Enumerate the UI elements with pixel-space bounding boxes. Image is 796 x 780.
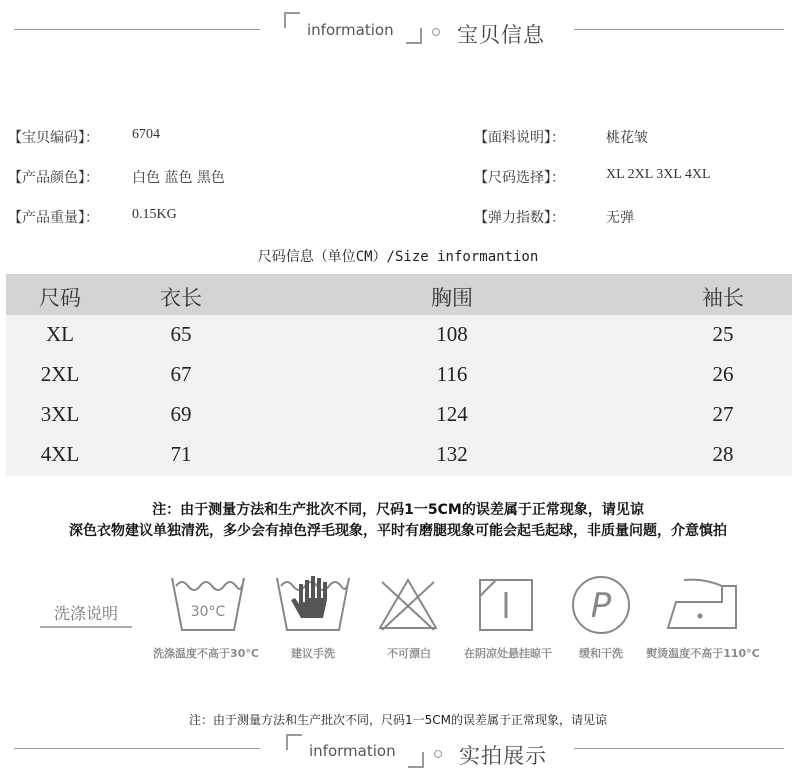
no-bleach-icon — [376, 576, 440, 632]
header-english: information — [307, 21, 394, 39]
care-label-hand-wash: 建议手洗 — [291, 647, 335, 660]
note-line-2: 深色衣物建议单独清洗，多少会有掉色浮毛现象，平时有磨腿现象可能会起毛起球，非质量问题，介意慎拍 — [69, 523, 727, 539]
divider-left — [14, 29, 260, 30]
table-cell: 4XL — [40, 442, 80, 466]
divider-right — [574, 748, 784, 749]
table-cell: 26 — [712, 362, 734, 386]
table-cell: 27 — [712, 402, 734, 426]
info-label-code: 【宝贝编码】： — [8, 130, 99, 146]
care-label-iron: 熨烫温度不高于110°C — [646, 647, 760, 660]
header-title: 实拍展示 — [459, 744, 547, 768]
shade-dry-icon — [476, 576, 536, 632]
dot-icon — [432, 28, 440, 36]
info-value-code: 6704 — [132, 127, 160, 142]
table-cell: 124 — [436, 402, 468, 426]
column-header-chest: 胸围 — [431, 286, 473, 310]
footnote: 注：由于测量方法和生产批次不同，尺码1一5CM的误差属于正常现象，请见谅 — [188, 713, 607, 727]
care-title: 洗涤说明 — [54, 604, 119, 623]
corner-bracket-icon — [408, 752, 424, 768]
dot-icon — [434, 750, 442, 758]
care-label-wash: 洗涤温度不高于30°C — [153, 647, 259, 660]
info-value-fabric: 桃花皱 — [606, 130, 648, 146]
dry-clean-letter: P — [590, 586, 612, 626]
table-cell: 132 — [436, 442, 468, 466]
size-table — [6, 274, 792, 476]
table-cell: 108 — [436, 322, 468, 346]
info-label-fabric: 【面料说明】： — [474, 130, 565, 146]
care-label-shade-dry: 在阴凉处悬挂晾干 — [464, 647, 552, 660]
table-cell: 67 — [170, 362, 192, 386]
corner-bracket-icon — [286, 734, 302, 750]
hand-wash-icon — [273, 572, 353, 636]
info-label-elastic: 【弹力指数】： — [474, 210, 565, 226]
care-label-dry-clean: 缓和干洗 — [579, 647, 623, 660]
corner-bracket-icon — [406, 28, 422, 44]
info-value-size: XL 2XL 3XL 4XL — [606, 167, 711, 182]
size-table-caption: 尺码信息（单位CM）/Size informantion — [257, 249, 539, 265]
header-title: 宝贝信息 — [457, 23, 545, 47]
table-cell: 28 — [712, 442, 734, 466]
size-table-header — [6, 274, 792, 315]
table-cell: 25 — [712, 322, 734, 346]
care-label-no-bleach: 不可漂白 — [387, 647, 431, 660]
table-cell: 65 — [170, 322, 192, 346]
divider-right — [574, 29, 784, 30]
note-line-1: 注：由于测量方法和生产批次不同，尺码1一5CM的误差属于正常现象，请见谅 — [152, 502, 644, 518]
corner-bracket-icon — [284, 12, 300, 28]
table-cell: 2XL — [40, 362, 80, 386]
table-cell: 116 — [436, 362, 468, 386]
header-english: information — [309, 742, 396, 760]
wash-30-icon — [168, 572, 248, 636]
info-value-color: 白色 蓝色 黑色 — [132, 170, 225, 186]
table-cell: 3XL — [40, 402, 80, 426]
iron-icon — [664, 576, 740, 634]
info-label-size: 【尺码选择】： — [474, 170, 565, 186]
column-header-size: 尺码 — [39, 286, 81, 310]
table-cell: 71 — [170, 442, 192, 466]
care-title-underline — [40, 626, 132, 628]
info-value-weight: 0.15KG — [132, 207, 177, 222]
table-cell: XL — [46, 322, 74, 346]
dry-clean-icon — [570, 574, 632, 636]
wash-temp-text: 30°C — [190, 604, 226, 620]
divider-left — [14, 748, 260, 749]
info-label-color: 【产品颜色】： — [8, 170, 99, 186]
info-value-elastic: 无弹 — [606, 210, 634, 226]
column-header-length: 衣长 — [160, 286, 202, 310]
column-header-sleeve: 袖长 — [702, 286, 744, 310]
info-label-weight: 【产品重量】： — [8, 210, 99, 226]
table-cell: 69 — [170, 402, 192, 426]
